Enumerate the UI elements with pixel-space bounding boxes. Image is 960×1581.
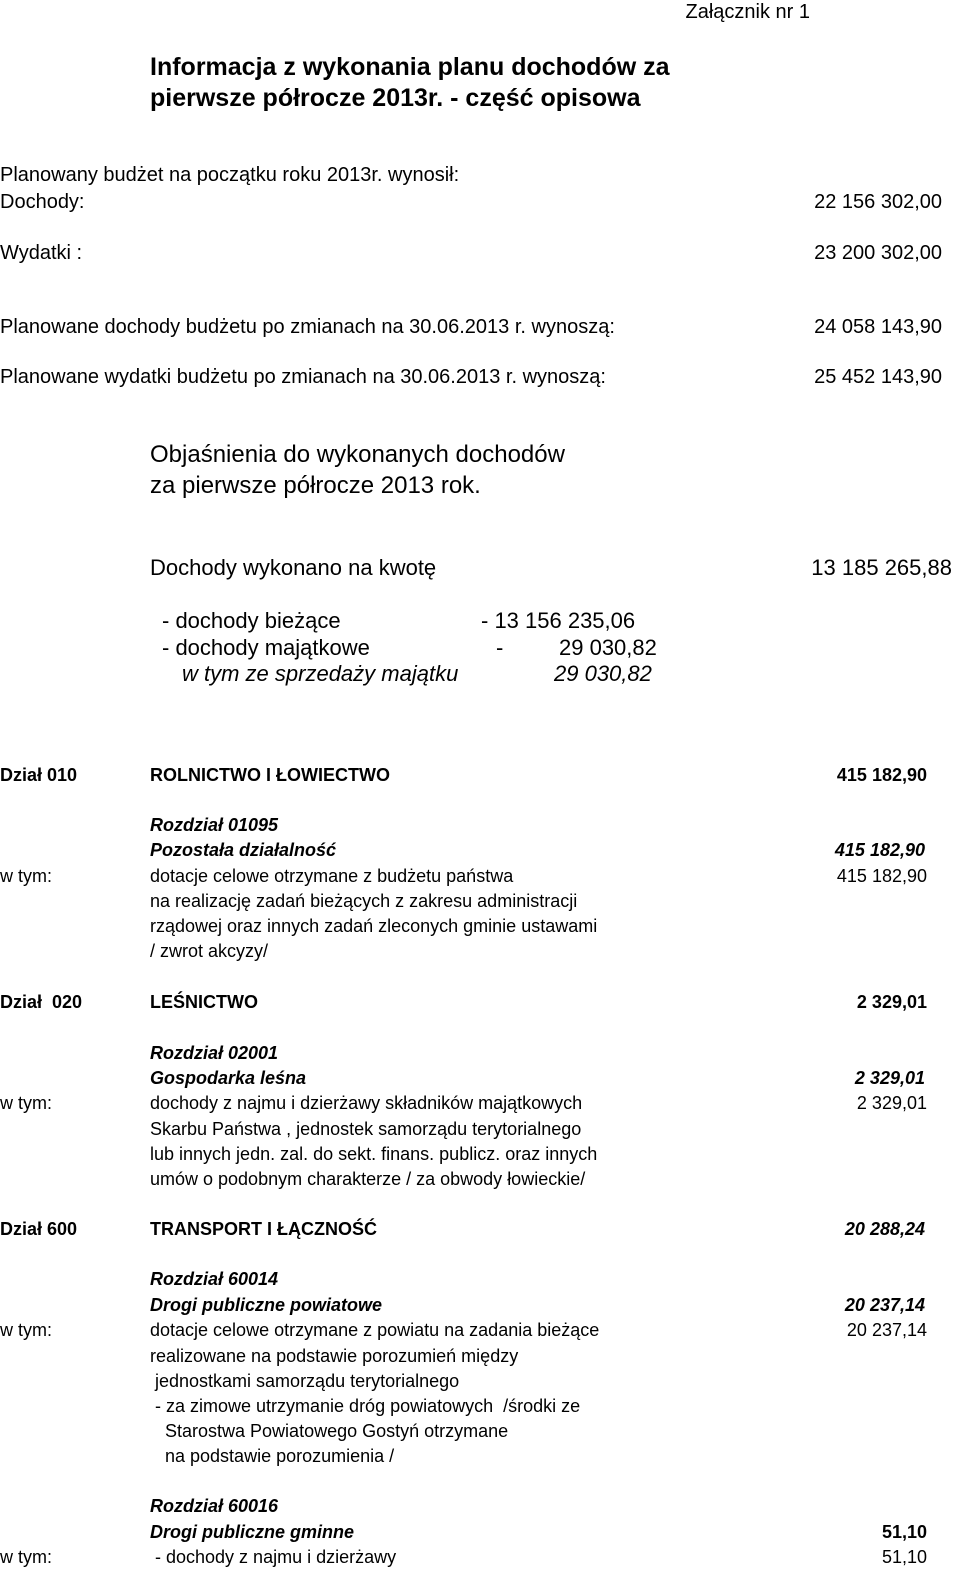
page-title-line1: Informacja z wykonania planu dochodów za <box>150 53 670 81</box>
dzial-600-total: 20 288,24 <box>844 1219 925 1239</box>
rozdzial-02001-name: Gospodarka leśna <box>150 1068 307 1088</box>
income-value: 22 156 302,00 <box>814 191 942 213</box>
property-income-value: 29 030,82 <box>559 635 657 660</box>
rozdzial-60014-name: Drogi publiczne powiatowe <box>150 1295 383 1315</box>
d600-line-value: 20 237,14 <box>846 1320 927 1340</box>
expenses-label: Wydatki : <box>0 242 83 264</box>
rozdzial-01095-label: Rozdział 01095 <box>150 815 279 835</box>
d600-line-4: - za zimowe utrzymanie dróg powiatowych /środki ze <box>150 1396 581 1416</box>
dzial-010-name: ROLNICTWO I ŁOWIECTWO <box>150 765 390 785</box>
rozdzial-02001-total: 2 329,01 <box>854 1068 925 1088</box>
rozdzial-60014-total: 20 237,14 <box>844 1295 925 1315</box>
d010-line-2: na realizację zadań bieżących z zakresu administracji <box>150 891 578 911</box>
page-title-line2: pierwsze półrocze 2013r. - część opisowa <box>150 84 641 112</box>
planned-expenses-value: 25 452 143,90 <box>814 366 942 388</box>
d600-line-3: jednostkami samorządu terytorialnego <box>150 1371 460 1391</box>
explanations-heading-line2: za pierwsze półrocze 2013 rok. <box>150 472 481 499</box>
dzial-600-label: Dział 600 <box>0 1219 78 1239</box>
d020-line-1: dochody z najmu i dzierżawy składników majątkowych <box>150 1093 583 1113</box>
rozdzial-60016-label: Rozdział 60016 <box>150 1496 279 1516</box>
rozdzial-01095-name: Pozostała działalność <box>150 840 337 860</box>
d600-line-2: realizowane na podstawie porozumień między <box>150 1346 519 1366</box>
dzial-010-total: 415 182,90 <box>836 765 927 785</box>
d600-wtym2-label: w tym: <box>0 1547 52 1567</box>
dzial-020-label: Dział 020 <box>0 992 83 1012</box>
rozdzial-60016-name: Drogi publiczne gminne <box>150 1522 355 1542</box>
dzial-020-name: LEŚNICTWO <box>150 992 258 1012</box>
d020-line-3: lub innych jedn. zal. do sekt. finans. publicz. oraz innych <box>150 1144 598 1164</box>
expenses-value: 23 200 302,00 <box>814 242 942 264</box>
attachment-label: Załącznik nr 1 <box>685 1 810 23</box>
d010-line-4: / zwrot akcyzy/ <box>150 941 269 961</box>
property-income-dash: - <box>496 635 504 660</box>
rozdzial-60016-total: 51,10 <box>881 1522 927 1542</box>
executed-income-value: 13 185 265,88 <box>811 555 952 580</box>
dzial-020-total: 2 329,01 <box>856 992 927 1012</box>
rozdzial-02001-label: Rozdział 02001 <box>150 1043 279 1063</box>
d600-wtym-label: w tym: <box>0 1320 52 1340</box>
planned-expenses-label: Planowane wydatki budżetu po zmianach na 30.06.2013 r. wynoszą: <box>0 366 606 388</box>
planned-budget-label: Planowany budżet na początku roku 2013r. wynosił: <box>0 164 460 186</box>
dzial-600-name: TRANSPORT I ŁĄCZNOŚĆ <box>150 1219 377 1239</box>
current-income-label: - dochody bieżące <box>162 608 341 633</box>
d600-line-5: Starostwa Powiatowego Gostyń otrzymane <box>150 1421 509 1441</box>
d020-line-value: 2 329,01 <box>856 1093 927 1113</box>
d010-wtym-label: w tym: <box>0 866 52 886</box>
d010-line-value: 415 182,90 <box>836 866 927 886</box>
planned-income-label: Planowane dochody budżetu po zmianach na 30.06.2013 r. wynoszą: <box>0 316 615 338</box>
property-income-label: - dochody majątkowe <box>162 635 370 660</box>
d010-line-1: dotacje celowe otrzymane z budżetu państwa <box>150 866 514 886</box>
rozdzial-01095-total: 415 182,90 <box>834 840 925 860</box>
explanations-heading-line1: Objaśnienia do wykonanych dochodów <box>150 441 565 468</box>
rozdzial-60014-label: Rozdział 60014 <box>150 1269 279 1289</box>
d600-line2: - dochody z najmu i dzierżawy <box>150 1547 397 1567</box>
d600-line-1: dotacje celowe otrzymane z powiatu na zadania bieżące <box>150 1320 600 1340</box>
current-income-value: - 13 156 235,06 <box>481 608 636 633</box>
d600-line2-value: 51,10 <box>881 1547 927 1567</box>
executed-income-label: Dochody wykonano na kwotę <box>150 555 437 580</box>
d020-wtym-label: w tym: <box>0 1093 52 1113</box>
sale-income-label: w tym ze sprzedaży majątku <box>182 661 459 686</box>
sale-income-value: 29 030,82 <box>554 661 652 686</box>
planned-income-value: 24 058 143,90 <box>814 316 942 338</box>
dzial-010-label: Dział 010 <box>0 765 78 785</box>
d020-line-2: Skarbu Państwa , jednostek samorządu terytorialnego <box>150 1119 582 1139</box>
income-label: Dochody: <box>0 191 85 213</box>
d020-line-4: umów o podobnym charakterze / za obwody łowieckie/ <box>150 1169 586 1189</box>
d600-line-6: na podstawie porozumienia / <box>150 1446 395 1466</box>
d010-line-3: rządowej oraz innych zadań zleconych gminie ustawami <box>150 916 598 936</box>
